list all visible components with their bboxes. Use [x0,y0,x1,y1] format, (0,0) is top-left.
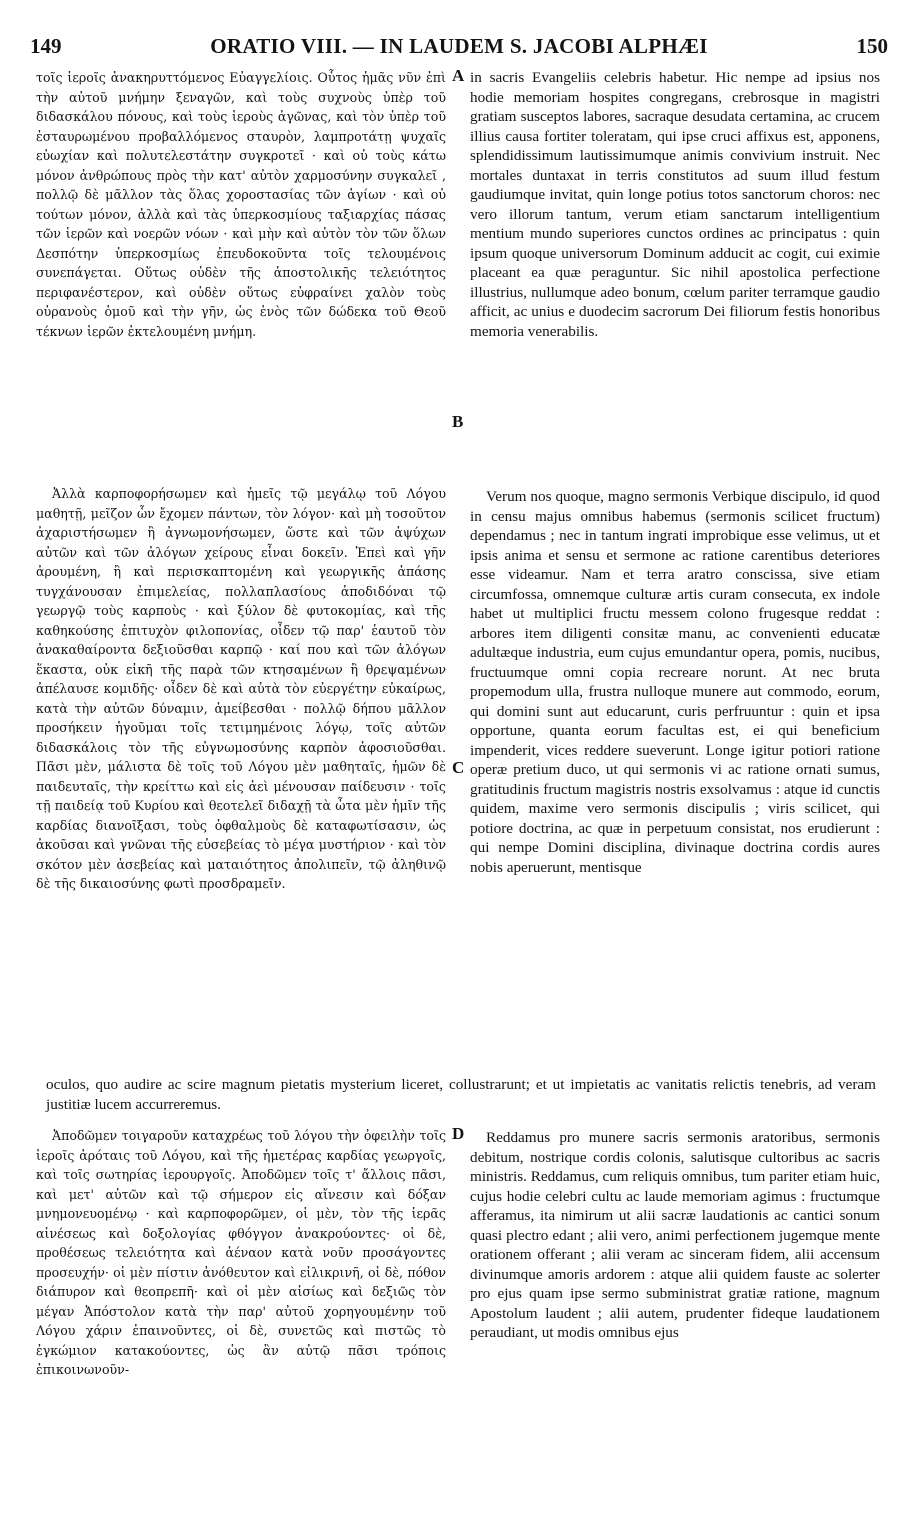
latin-column-section-1 [470,68,880,341]
latin-paragraph: Reddamus pro munere sacris sermonis aratoribus, sermonis debitum, nostrique cordis colonis, salutisque cultoribus ac sacris ministris. Reddamus, cum reliquis omnibus, tum pariter etiam huic, cujus hodie celebri cultu ac laude memoriam agimus : fructumque afferamus, ita nimirum ut alii sacræ laudationis ac cantici sonum quasi plectro edant ; alii vero, animi perfectionem jugemque mente orationem offerant ; alii veram ac sinceram fidem, alii accensum divinumque amoris ardorem : atque alii quidem fauste ac solerter pro ejus quam ipse sermo subministrat gratiæ ratione, magnum Apostolum laudent ; alii autem, prudenter fideque laudationem peraudiant, ut modis omnibus ejus [470,1129,881,1341]
margin-marker-c: C [452,758,465,777]
greek-paragraph: Ἀλλὰ καρποφορήσωμεν καὶ ἡμεῖς τῷ μεγάλῳ τοῦ Λόγου μαθητῇ, μεῖζον ὧν ἔχομεν πάντων, τὸν λόγον· καὶ μὴ τοσοῦτον ἀχαριστήσωμεν ἢ ἀγνωμονήσωμεν, ὥστε καὶ τῶν ἀψύχων αὐτῶν καὶ τῶν ἀλόγων χείρους εἶναι δοκεῖν. Ἐπεὶ καὶ γῆν ἀρουμένη, ἢ καὶ περισκαπτομένη καὶ γεωργικῆς ἁπάσης τυγχάνουσαν ἐπιμελείας, πολλαπλασίους ἀποδιδόναι τῷ γεωργῷ τοὺς καρποὺς · καὶ ξύλον δὲ φυτοκομίας, καὶ τῆς καθηκούσης ἐπιτυχὸν φιλοπονίας, οἶδεν τῷ παρ' ἑαυτοῦ τὸν ἀνακαθαίροντα δεξιοῦσθαι καρπῷ · καί που καὶ τῶν ἀλόγων ἕκαστα, οὐκ εἰκῆ τῆς παρὰ τῶν κτησαμένων ἢ θρεψαμένων ἀπέλαυσε κομιδῆς· οἶδεν δὲ καὶ αὐτὰ τὸν εὐεργέτην εὐκαίρως, κατὰ τὴν αὐτῶν δύναμιν, ἀμείβεσθαι · πολλῷ δήπου μᾶλλον προσήκειν ἡγοῦμαι τοῖς τετιμημένοις λόγῳ, τοῖς αὐτῶν διδασκάλοις τὸν τῆς εὐγνωμοσύνης καρπὸν ἀφοσιοῦσθαι. Πᾶσι μὲν, μάλιστα δὲ τοῖς τοῦ Λόγου μὲν μαθηταῖς, ἡμῶν δὲ παιδευταῖς, τὴν κρείττω καὶ εἰς ἀεὶ μένουσαν παίδευσιν · τοῖς τῇ παιδείᾳ τοῦ Κυρίου καὶ θεοτελεῖ διδαχῇ τὰ ὦτα μὲν ἡμῖν τῆς καρδίας διανοῖξασι, τοὺς ὀφθαλμοὺς δὲ καταφωτίσασιν, ὡς ἀκοῦσαι καὶ γνῶναι τῆς εὐσεβείας τὸ μέγα μυστήριον · καὶ τὸν σκότον μὲν ἀσεβείας καὶ ματαιότητος ἀπολιπεῖν, τῷ ἀληθινῷ δὲ τῆς δικαιοσύνης φωτὶ προσδραμεῖν. [36,486,446,891]
greek-paragraph: Ἀποδῶμεν τοιγαροῦν καταχρέως τοῦ λόγου τὴν ὀφειλὴν τοῖς ἱεροῖς ἀρόταις τοῦ Λόγου, καὶ τῆς ἡμετέρας καρδίας γεωργοῖς, καὶ τοῖς σωτηρίας ἱερουργοῖς. Ἀποδῶμεν τοῖς τ' ἄλλοις πᾶσι, καὶ μετ' αὐτῶν καὶ τῷ σήμερον εἰς αἴνεσιν καὶ δόξαν μνημονευομένῳ · καὶ καρποφορῶμεν, οἱ μὲν, τὸν τῆς ἱερᾶς αἰνέσεως καὶ δοξολογίας φθόγγον ἀνακρούοντες· οἱ δὲ, προθέσεως τελειότητα καὶ ἀέναον κατὰ νοῦν προσάγοντες προσευχήν· οἱ μὲν πίστιν ἀνόθευτον καὶ εἰλικρινῆ, οἱ δὲ, πόθον διάπυρον καὶ θεοπρεπῆ· καὶ οἱ μὲν αἰσίως καὶ δεξιῶς τὸν μέγαν Ἀπόστολον κατὰ τὴν παρ' αὐτοῦ χορηγουμένην τοῦ Λόγου χάριν ἐπαινοῦντες, οἱ δὲ, συνετῶς καὶ πιστῶς τὸ ἐγκώμιον κατακούοντες, ὡς ἂν αὐτῷ πᾶσι τρόποις ἐπικοινωνοῦν- [36,1128,446,1377]
greek-column-section-2 [36,484,446,894]
running-header [30,34,888,68]
latin-paragraph: in sacris Evangeliis celebris habetur. Hic nempe ad ipsius nos hodie memoriam hospites congregans, crebrosque in magistri gratiam susceptos labores, sacraque desudata certamina, ac crucem illius causa fortiter toleratam, qui ipse cruci affixus est, apponens, splendidissimum lautissimumque animis convivium instruit. Nec mortales duntaxat in terris constitutos ad suum illud festum gaudiumque invitat, quin longe potius totos sanctorum choros: nec vero illorum tantum, verum etiam sanctarum intelligentium mentium mundo superiores cunctos ordines ac principatus : quin ipsum quoque universorum Dominum adducit ac cogit, cui eximie placeant ea quæ peraguntur. Sic nihil apostolica perfectione illustrius, nullumque adeo bonum, cœlum pariter terramque gaudio afficit, ac unius e duodecim sacrorum Dei filiorum festis honoribus memoria venerabilis. [470,69,880,340]
full-width-paragraph: oculos, quo audire ac scire magnum pietatis mysterium liceret, collustrarunt; et ut impietatis ac vanitatis relictis tenebris, ad veram justitiæ lucem accurreremus. [46,1076,876,1113]
page-number-left: 149 [30,34,62,58]
margin-marker-d: D [452,1124,465,1143]
full-width-latin-line [46,1075,876,1114]
latin-column-section-2 [470,487,880,877]
header-title: ORATIO VIII. — IN LAUDEM S. JACOBI ALPHÆI [210,34,708,58]
latin-column-section-3 [470,1128,880,1343]
margin-marker-b: B [452,412,464,431]
margin-marker-a: A [452,66,465,85]
page-number-right: 150 [856,34,888,58]
greek-column-section-1 [36,68,446,341]
greek-paragraph: τοῖς ἱεροῖς ἀνακηρυττόμενος Εὐαγγελίοις. Οὗτος ἡμᾶς νῦν ἐπὶ τὴν αὐτοῦ μνήμην ξεναγῶν, καὶ τοὺς συχνοὺς ὑπὲρ τοῦ διδασκάλου πόνους, καὶ τοὺς ἱεροὺς ἀγῶνας, καὶ τὸν ὑπὲρ τοῦ ἐσταυρωμένου προβαλλόμενος σταυρὸν, λαμπροτάτῃ ψυχαῖς εὐωχίαν καὶ πολυτελεστάτην συγκροτεῖ · καὶ οὐ τοὺς κάτω μόνον ἀνθρώπους πρὸς τὴν κατ' αὐτὸν χαρμοσύνην συγκαλεῖ , πολλῷ δὲ μᾶλλον τὰς ὅλας χοροστασίας τῶν ἁγίων · καὶ οὐ τούτων μόνον, ἀλλὰ καὶ τὰς ὑπερκοσμίους ταξιαρχίας πάσας τῶν ἱερῶν καὶ νοερῶν νόων · καὶ μὴν καὶ αὐτὸν τὸν τῶν ὅλων Δεσπότην ὑπερκοσμίως ἐπευδοκοῦντα τοῖς τελουμένοις συνεπάγεται. Οὕτως οὐδὲν τῆς ἀποστολικῆς τελειότητος περιφανέστερον, καὶ οὐδὲν οὕτως εὐφραίνει χαλὸν τοὺς οὐρανοὺς ὁμοῦ καὶ τὴν γῆν, ὡς ἑνὸς τῶν δώδεκα τοῦ Θεοῦ τέκνων ἱερῶν ἐκτελουμένη μνήμη. [36,70,446,339]
latin-paragraph: Verum nos quoque, magno sermonis Verbique discipulo, id quod in censu majus omnibus habemus (sermonis scilicet fructum) dependamus ; nec in tantum ingrati improbique esse velimus, ut et ipsis anima et sensu et sermone ac ratione carentibus deteriores esse videamur. Nam et terra aratro conscissa, sive etiam circumfossa, omnemque culturæ artis curam consecuta, ex indole habet ut multiplici fructu messem colono frugesque reddat : arbores item diligenti consitæ manu, ac convenienti educatæ adultæque industria, eum cujus emundantur opera, pomis, nucibus, fructuumque omni copia recreare norunt. At nec bruta propemodum ulla, frustra nulloque munere aut commodo, eorum, qui domini sunt aut educarunt, curis perfruuntur : quin et ipsa opportune, quanta eorum facultas est, ei qui beneficium impenderit, vices reddere sueverunt. Longe igitur potiori ratione operæ pretium duco, ut qui sermonis vi ac ratione ornati sumus, gratitudinis fructum magistris nostris exsolvamus : atque id cunctis quidem, maxime vero sermonis discipulis ; viris scilicet, qui potiore doctrina, ac quæ in perpetuum consistat, nos erudierunt : qui nempe Domini disciplina, divinaque doctrina cordis aures nobis aperuerunt, mentisque [470,488,880,876]
greek-column-section-3 [36,1126,446,1380]
